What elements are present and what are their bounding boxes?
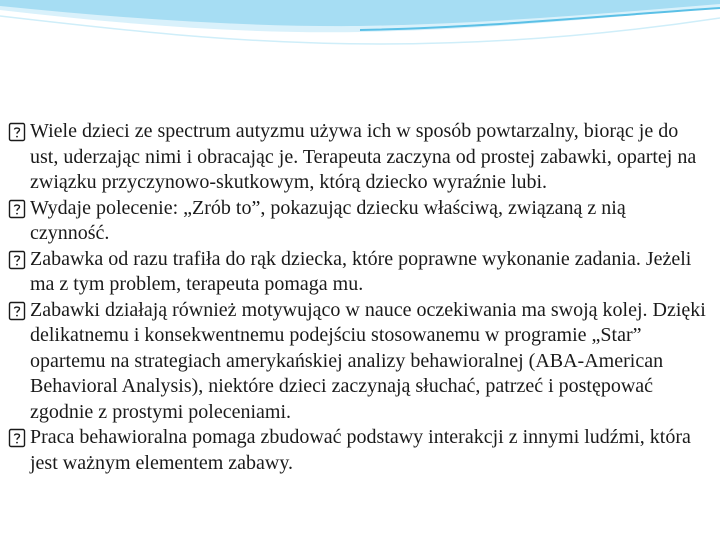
missing-glyph-icon <box>8 199 26 219</box>
missing-glyph-icon <box>8 301 26 321</box>
bullet-text: Praca behawioralna pomaga zbudować podstawy interakcji z innymi ludźmi, która jest ważnym elementem zabawy. <box>30 426 691 474</box>
bullet-text: Zabawka od razu trafiła do rąk dziecka, które poprawne wykonanie zadania. Jeżeli ma z tym problem, terapeuta pomaga mu. <box>30 247 692 295</box>
bullet-item-5 <box>8 425 708 476</box>
bullet-item-1 <box>8 119 708 196</box>
bullet-text: Wiele dzieci ze spectrum autyzmu używa ich w sposób powtarzalny, biorąc je do ust, uderzając nimi i obracając je. Terapeuta zaczyna od prostej zabawki, opartej na związku przyczynowo-skutkowym, którą dziecko wyraźnie lubi. <box>30 120 697 193</box>
bullet-list <box>8 119 708 476</box>
bullet-text: Wydaje polecenie: „Zrób to”, pokazując dziecku właściwą, związaną z nią czynność. <box>30 196 626 244</box>
missing-glyph-icon <box>8 250 26 270</box>
bullet-item-4 <box>8 298 708 426</box>
bullet-item-3 <box>8 247 708 298</box>
header-wave-decoration <box>0 0 720 70</box>
missing-glyph-icon <box>8 122 26 142</box>
bullet-text: Zabawki działają również motywująco w nauce oczekiwania ma swoją kolej. Dzięki delikatnemu i konsekwentnemu podejściu stosowanemu w programie „Star” opartemu na strategiach amerykańskiej analizy behawioralnej (ABA-American Behavioral Analysis), niektóre dzieci zaczynają słuchać, patrzeć i postępować zgodnie z prostymi poleceniami. <box>30 298 706 423</box>
missing-glyph-icon <box>8 428 26 448</box>
bullet-item-2 <box>8 196 708 247</box>
